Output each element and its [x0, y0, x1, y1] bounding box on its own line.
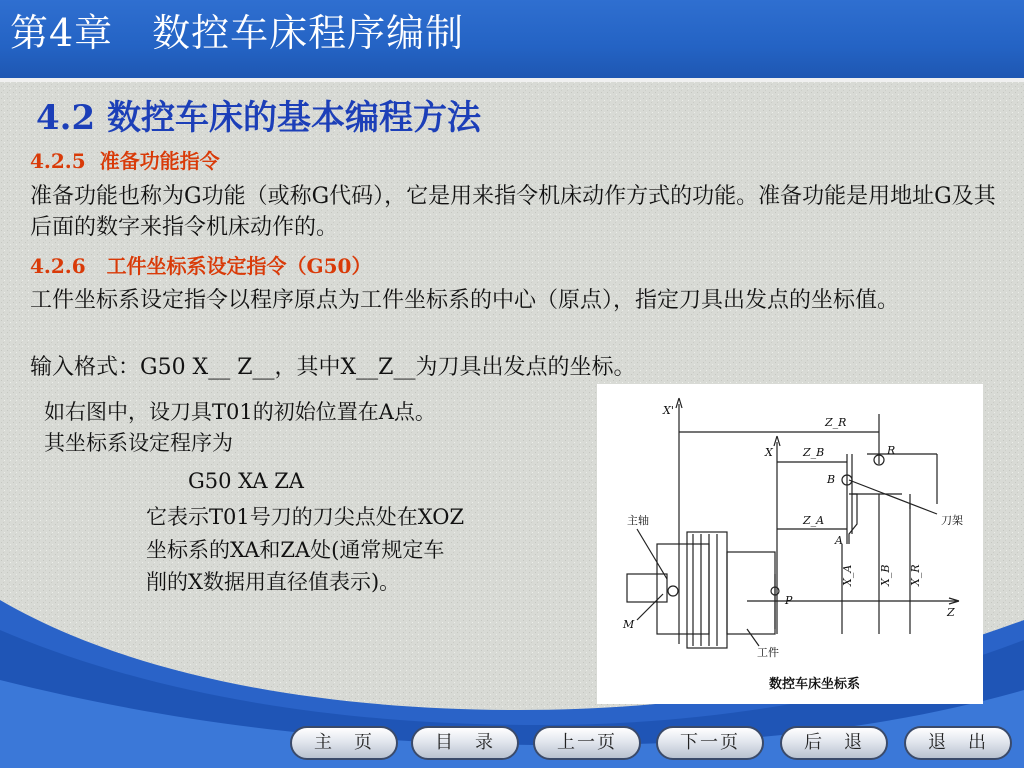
subsection-body-4-2-6: 工件坐标系设定指令以程序原点为工件坐标系的中心（原点），指定刀具出发点的坐标值。: [30, 288, 900, 313]
zr-label: Z_R: [825, 416, 847, 429]
za-label: Z_A: [803, 514, 825, 527]
subsection-heading-4-2-6: 4.2.6 工件坐标系设定指令（G50）: [30, 254, 372, 278]
subsection-body-4-2-5: 准备功能也称为G功能（或称G代码），它是用来指令机床动作方式的功能。准备功能是用地址G及其后面的数字来指令机床动作的。: [30, 184, 996, 240]
r-label: R: [887, 444, 896, 457]
example-line-5: 削的X数据用直径值表示)。: [146, 570, 401, 594]
spindle-label: 主轴: [627, 514, 649, 527]
x-label: X: [765, 446, 773, 459]
example-line-1: 如右图中，设刀具T01的初始位置在A点。: [44, 400, 436, 424]
subsection-heading-4-2-5: 4.2.5 准备功能指令: [30, 149, 220, 173]
example-line-3: 它表示T01号刀的刀尖点处在XOZ: [146, 505, 465, 529]
home-button[interactable]: 主 页: [290, 726, 398, 760]
example-line-4: 坐标系的XA和ZA处(通常规定车: [146, 538, 445, 562]
input-format-line: 输入格式：G50 X__ Z__，其中X__Z__为刀具出发点的坐标。: [30, 355, 636, 380]
previous-page-button[interactable]: 上一页: [533, 726, 641, 760]
xa-label: X_A: [841, 564, 854, 586]
example-line-2: 其坐标系设定程序为: [44, 431, 233, 455]
zb-label: Z_B: [803, 446, 825, 459]
exit-button[interactable]: 退 出: [904, 726, 1012, 760]
a-label: A: [835, 534, 843, 547]
header-bar: [0, 0, 1024, 78]
workpiece-label: 工件: [757, 646, 779, 659]
back-button[interactable]: 后 退: [780, 726, 888, 760]
z-label: Z: [947, 606, 955, 619]
contents-button[interactable]: 目 录: [411, 726, 519, 760]
lathe-diagram: [597, 384, 983, 704]
header-divider: [0, 78, 1024, 82]
next-page-button[interactable]: 下一页: [656, 726, 764, 760]
xb-label: X_B: [879, 564, 892, 586]
section-title: 4.2 数控车床的基本编程方法: [36, 98, 481, 138]
chapter-title: 第4章 数控车床程序编制: [10, 11, 465, 55]
xr-label: X_R: [909, 564, 922, 586]
lathe-coordinate-figure: [597, 384, 983, 704]
example-code: G50 XA ZA: [188, 469, 304, 493]
tool-post-label: 刀架: [941, 514, 963, 527]
x-prime-label: X': [663, 404, 674, 417]
figure-caption: 数控车床坐标系: [769, 677, 861, 692]
b-label: B: [827, 473, 836, 486]
m-label: M: [623, 618, 635, 631]
p-label: P: [785, 594, 793, 607]
navigation-bar: [290, 726, 1015, 762]
